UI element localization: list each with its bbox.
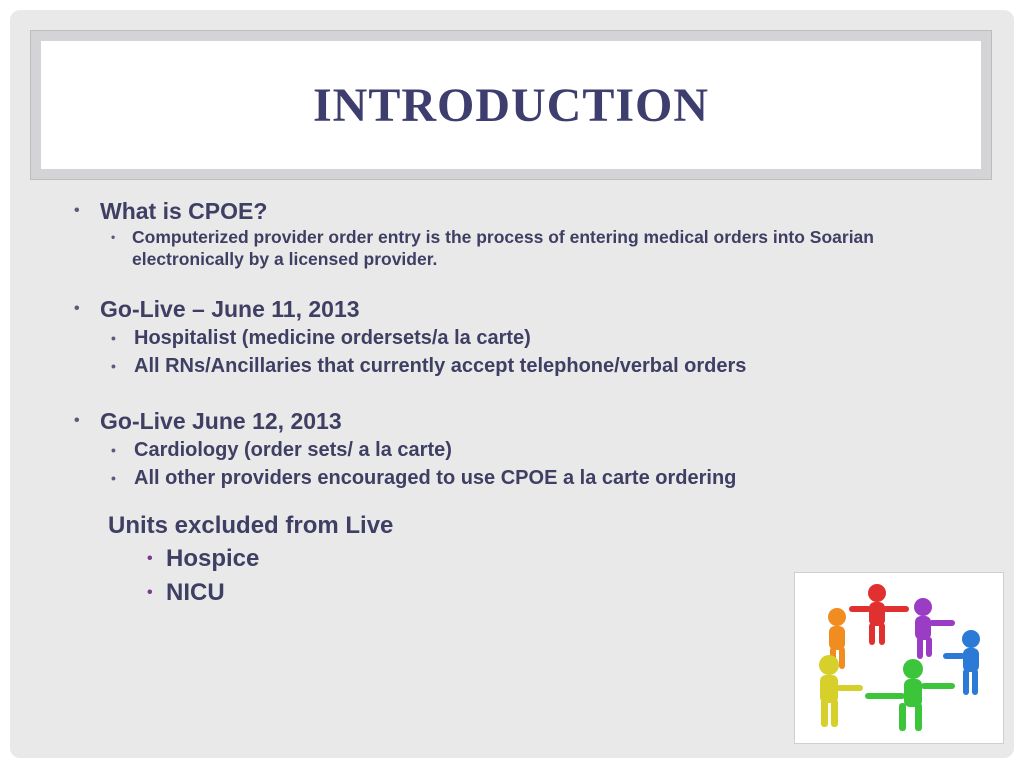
- bullet-list: [72, 196, 992, 610]
- sub-bullet-cardiology: • Cardiology (order sets/ a la carte): [72, 436, 992, 464]
- units-excluded-heading: Units excluded from Live: [108, 512, 394, 539]
- bullet-go-live-june-11: • Go-Live – June 11, 2013: [72, 294, 992, 324]
- unit-item-nicu: • NICU: [72, 576, 992, 610]
- sub-bullet-rns-ancillaries: • All RNs/Ancillaries that currently accept telephone/verbal orders: [72, 352, 992, 380]
- spacer: [72, 380, 992, 406]
- sub-bullet-hospitalist: • Hospitalist (medicine ordersets/a la carte): [72, 324, 992, 352]
- title-frame: [30, 30, 992, 180]
- slide: [10, 10, 1014, 758]
- people-circle-icon: [795, 573, 1003, 743]
- bullet-what-is-cpoe: • What is CPOE?: [72, 196, 992, 226]
- people-circle-image: [794, 572, 1004, 744]
- sub-bullet-other-providers: • All other providers encouraged to use CPOE a la carte ordering: [72, 464, 992, 492]
- title-panel: [41, 41, 981, 169]
- bullet-go-live-june-12: • Go-Live June 12, 2013: [72, 406, 992, 436]
- slide-title: INTRODUCTION: [312, 78, 710, 132]
- unit-item-hospice: • Hospice: [72, 542, 992, 576]
- spacer: [72, 270, 992, 294]
- sub-bullet-cpoe-definition: • Computerized provider order entry is the process of entering medical orders into Soarian electronically by a licensed provider.: [72, 226, 992, 270]
